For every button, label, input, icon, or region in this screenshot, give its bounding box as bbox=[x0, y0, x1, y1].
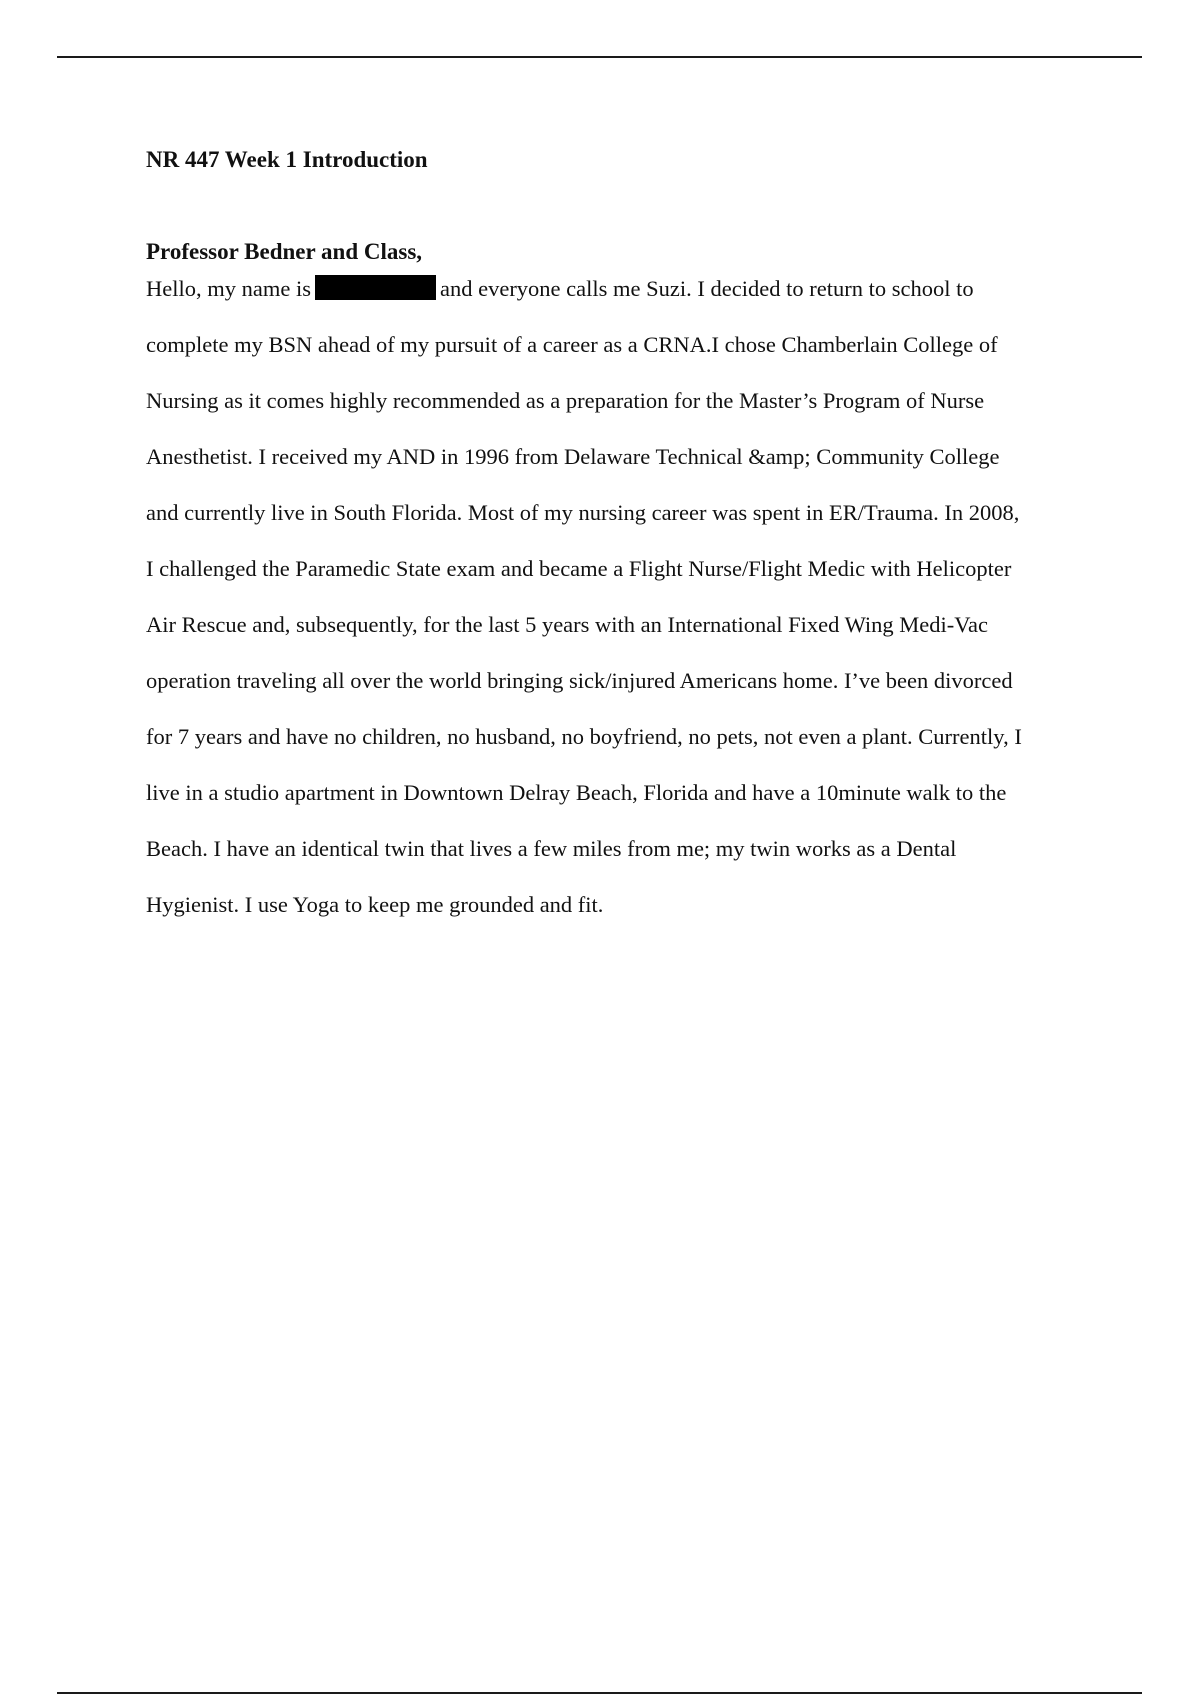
body-paragraph bbox=[146, 261, 1106, 933]
body-line: operation traveling all over the world bringing sick/injured Americans home. I’ve been divorced bbox=[146, 668, 1013, 693]
body-line: live in a studio apartment in Downtown Delray Beach, Florida and have a 10minute walk to the bbox=[146, 780, 1007, 805]
top-rule bbox=[57, 56, 1142, 58]
body-line: Anesthetist. I received my AND in 1996 from Delaware Technical &amp; Community College bbox=[146, 444, 1000, 469]
body-line: Beach. I have an identical twin that lives a few miles from me; my twin works as a Dental bbox=[146, 836, 957, 861]
body-line: Nursing as it comes highly recommended as a preparation for the Master’s Program of Nurse bbox=[146, 388, 985, 413]
body-line-start: Hello, my name is bbox=[146, 276, 311, 301]
body-line: complete my BSN ahead of my pursuit of a career as a CRNA.I chose Chamberlain College of bbox=[146, 332, 998, 357]
body-line bbox=[146, 261, 1106, 317]
document-title: NR 447 Week 1 Introduction bbox=[146, 147, 428, 172]
salutation: Professor Bedner and Class, bbox=[146, 239, 423, 264]
body-line: and currently live in South Florida. Most of my nursing career was spent in ER/Trauma. In 2008, bbox=[146, 500, 1020, 525]
body-line: Air Rescue and, subsequently, for the last 5 years with an International Fixed Wing Medi-Vac bbox=[146, 612, 989, 637]
document-page bbox=[146, 141, 1106, 943]
body-line: for 7 years and have no children, no husband, no boyfriend, no pets, not even a plant. Currently, I bbox=[146, 724, 1022, 749]
body-line-end: and everyone calls me Suzi. I decided to return to school to bbox=[439, 276, 974, 301]
redaction-block bbox=[315, 275, 436, 300]
body-line: Hygienist. I use Yoga to keep me grounded and fit. bbox=[146, 892, 604, 917]
body-line: I challenged the Paramedic State exam and became a Flight Nurse/Flight Medic with Helicopter bbox=[146, 556, 1012, 581]
bottom-rule bbox=[57, 1692, 1142, 1694]
